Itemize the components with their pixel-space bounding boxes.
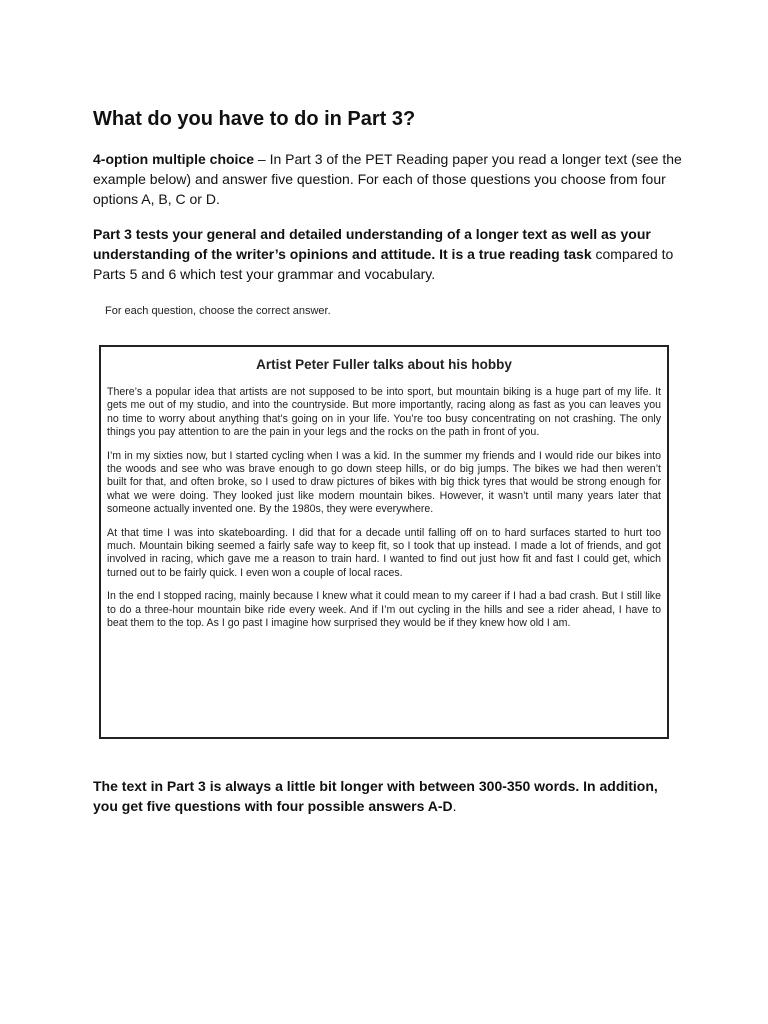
- tests-bold-text: Part 3 tests your general and detailed understanding of a longer text as well as your understanding of the writer’s opinions and attitude. It is a true reading task: [93, 226, 651, 262]
- intro-text: – In Part 3 of the PET Reading paper you read a longer text (see the example below) and answer five question. For each of those questions you choose from four options A, B, C or D.: [93, 151, 682, 207]
- article-paragraph-4: In the end I stopped racing, mainly because I knew what it could mean to my career if I had a bad crash. But I still like to do a three-hour mountain bike ride every week. And if I’m out cycling in the hills and see a rider ahead, I have to beat them to the top. As I go past I imagine how surprised they would be if they knew how old I am.: [107, 590, 661, 630]
- page-title: What do you have to do in Part 3?: [93, 108, 416, 130]
- example-instruction: For each question, choose the correct answer.: [105, 305, 331, 317]
- article-paragraph-2: I’m in my sixties now, but I started cycling when I was a kid. In the summer my friends and I would ride our bikes into the woods and see who was brave enough to go down steep hills, or do big jumps. The bikes we had then weren’t built for that, and often broke, so I used to draw pictures of bikes with big thick tyres that would be strong enough for what we were doing. They looked just like modern mountain bikes. However, it wasn’t until many years later that someone actually invented one. By the 1980s, they were everywhere.: [107, 449, 661, 516]
- intro-paragraph: [93, 149, 683, 209]
- closing-bold-text: The text in Part 3 is always a little bit longer with between 300-350 words. In addition, you get five questions with four possible answers A-D: [93, 778, 658, 814]
- example-article-box: [99, 345, 669, 739]
- article-paragraph-3: At that time I was into skateboarding. I did that for a decade until falling off on to hard surfaces started to hurt too much. Mountain biking seemed a fairly safe way to keep fit, so I took that up instead. I made a lot of friends, and got involved in racing, which gave me a reason to train hard. I wanted to find out just how fit and fast I could get, which turned out to be fairly quick. I even won a couple of local races.: [107, 526, 661, 579]
- closing-text: .: [452, 798, 457, 814]
- tests-text: compared to Parts 5 and 6 which test your grammar and vocabulary.: [93, 246, 674, 282]
- tests-paragraph: [93, 224, 683, 284]
- article-paragraph-1: There’s a popular idea that artists are not supposed to be into sport, but mountain biking is a huge part of my life. It gets me out of my studio, and into the countryside. But more importantly, racing along as fast as you can leaves you no time to worry about anything that’s going on in your life. You’re too busy concentrating on not crashing. The only things you pay attention to are the pain in your legs and the rocks on the path in front of you.: [107, 386, 661, 439]
- intro-bold-lead: 4-option multiple choice: [93, 151, 255, 167]
- article-title: Artist Peter Fuller talks about his hobby: [256, 357, 512, 372]
- closing-paragraph: [93, 776, 683, 816]
